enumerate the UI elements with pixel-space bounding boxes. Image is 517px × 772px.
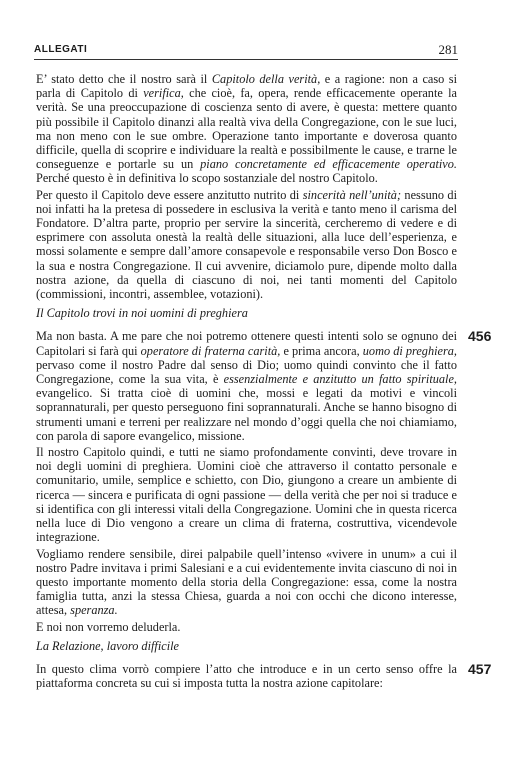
italic-text: uomo di preghiera,: [362, 343, 457, 358]
text-run: nessuno di noi infatti ha la pretesa di possedere in esclusiva la verità e tanto meno il carisma del Fondatore. D’altra parte, proprio per servire la sincerità, cercheremo di vedere e di esprimere con assoluta onestà la realtà delle situazioni, alla luce dell’esperienza, e mossi solamente e sempre dall’amore consapevole e responsabile verso Don Bosco e la sua e nostra Congregazione. Il cui avvenire, diciamolo pure, dipende molto dalla nostra azione, da quella di ciascuno di noi, nei tanti momenti del Capitolo (commissioni, incontri, assemblee, votazioni).: [36, 187, 457, 302]
text-run: , e a ragione: non a caso si parla di Capitolo di: [36, 72, 458, 101]
text-run: Perché questo è in definitiva lo scopo sostanziale del nostro Capitolo.: [36, 171, 378, 186]
italic-text: essenzialmente e anzitutto un fatto spirituale,: [223, 372, 457, 387]
italic-text: sincerità nell’unità;: [302, 187, 402, 202]
paragraph: [36, 620, 457, 634]
text-run: che cioè, fa, opera, rende efficacemente operante la verità. Se una preoccupazione di coscienza sento di avere, è questa: mettere quanto più possibile il Capitolo dinanzi alla realtà viva della Congregazione, con le sue luci, ma non meno con le sue ombre. Operazione tanto importante e doverosa quanto difficile, quella di scoprire e individuare la realtà e possibilmente le cause, e trarne le conseguenze e portarle su un: [36, 86, 457, 172]
paragraph: [36, 72, 457, 186]
margin-paragraph-number: 456: [468, 328, 492, 344]
margin-paragraph-number: 457: [468, 661, 492, 677]
paragraph: [36, 662, 457, 690]
section-heading: [36, 306, 457, 320]
text-run: Vogliamo rendere sensibile, direi palpabile quell’intenso «vivere in unum» a cui il nostro Padre invitava i primi Salesiani e a cui evidentemente invita ciascuno di noi in questo importante momento della storia della Congregazione: essa, come la nostra famiglia tutta, anzi la stessa Chiesa, guarda a noi con occhi che dicono interesse, attesa,: [36, 546, 457, 618]
paragraph: [36, 445, 457, 544]
text-run: E noi non vorremo deluderla.: [36, 619, 181, 634]
running-header: [34, 44, 458, 58]
header-rule: [34, 59, 458, 60]
paragraph: [36, 329, 457, 443]
text-run: Il Capitolo trovi in noi uomini di preghiera: [36, 306, 248, 321]
paragraph: [36, 188, 457, 302]
italic-text: piano concretamente ed efficacemente operativo.: [200, 157, 457, 172]
italic-text: operatore di fraterna carità,: [140, 343, 281, 358]
text-run: E’ stato detto che il nostro sarà il: [36, 72, 212, 86]
text-run: Ma non basta. A me pare che noi potremo ottenere questi intenti solo se ognuno dei Capitolari si farà qui: [36, 329, 457, 358]
text-run: evangelico. Si tratta cioè di uomini che, mossi e legati da motivi e vincoli soprannaturali, per questo perseguono fini soprannaturali. Anche se hanno bisogno di strumenti umani e terreni per realizzare nel mondo d’oggi quella che noi chiamiamo, con parola di sapore evangelico, missione.: [36, 386, 457, 443]
text-run: La Relazione, lavoro difficile: [36, 638, 179, 653]
italic-text: speranza.: [70, 603, 118, 618]
body-text: [36, 72, 457, 690]
paragraph: [36, 547, 457, 618]
italic-text: Capitolo della verità: [211, 72, 318, 86]
section-heading: [36, 639, 457, 653]
text-run: e prima ancora,: [280, 343, 363, 358]
text-run: In questo clima vorrò compiere l’atto che introduce e in un certo senso offre la piattaforma concreta su cui si imposta tutta la nostra azione capitolare:: [36, 661, 457, 691]
text-run: pervaso come il nostro Padre dal senso di Dio; uomo quindi convinto che il fatto Congregazione, come la sua vita, è: [36, 357, 457, 387]
text-run: Per questo il Capitolo deve essere anzitutto nutrito di: [36, 187, 303, 202]
text-run: Il nostro Capitolo quindi, e tutti ne siamo profondamente convinti, deve trovare in noi degli uomini di preghiera. Uomini cioè che attraverso il contatto personale e comunitario, umile, semplice e schietto, con Dio, giungono a creare un ambiente di ricerca — sincera e purificata di ogni passione — della verità che per noi si traduce e si identifica con gli interessi vitali della Congregazione. Uomini che in questa ricerca nella luce di Dio vengono a creare un clima di fraterna, costruttiva, vicendevole integrazione.: [36, 445, 457, 545]
section-title: ALLEGATI: [34, 44, 88, 55]
page-number: 281: [438, 42, 458, 57]
italic-text: verifica,: [143, 86, 184, 101]
